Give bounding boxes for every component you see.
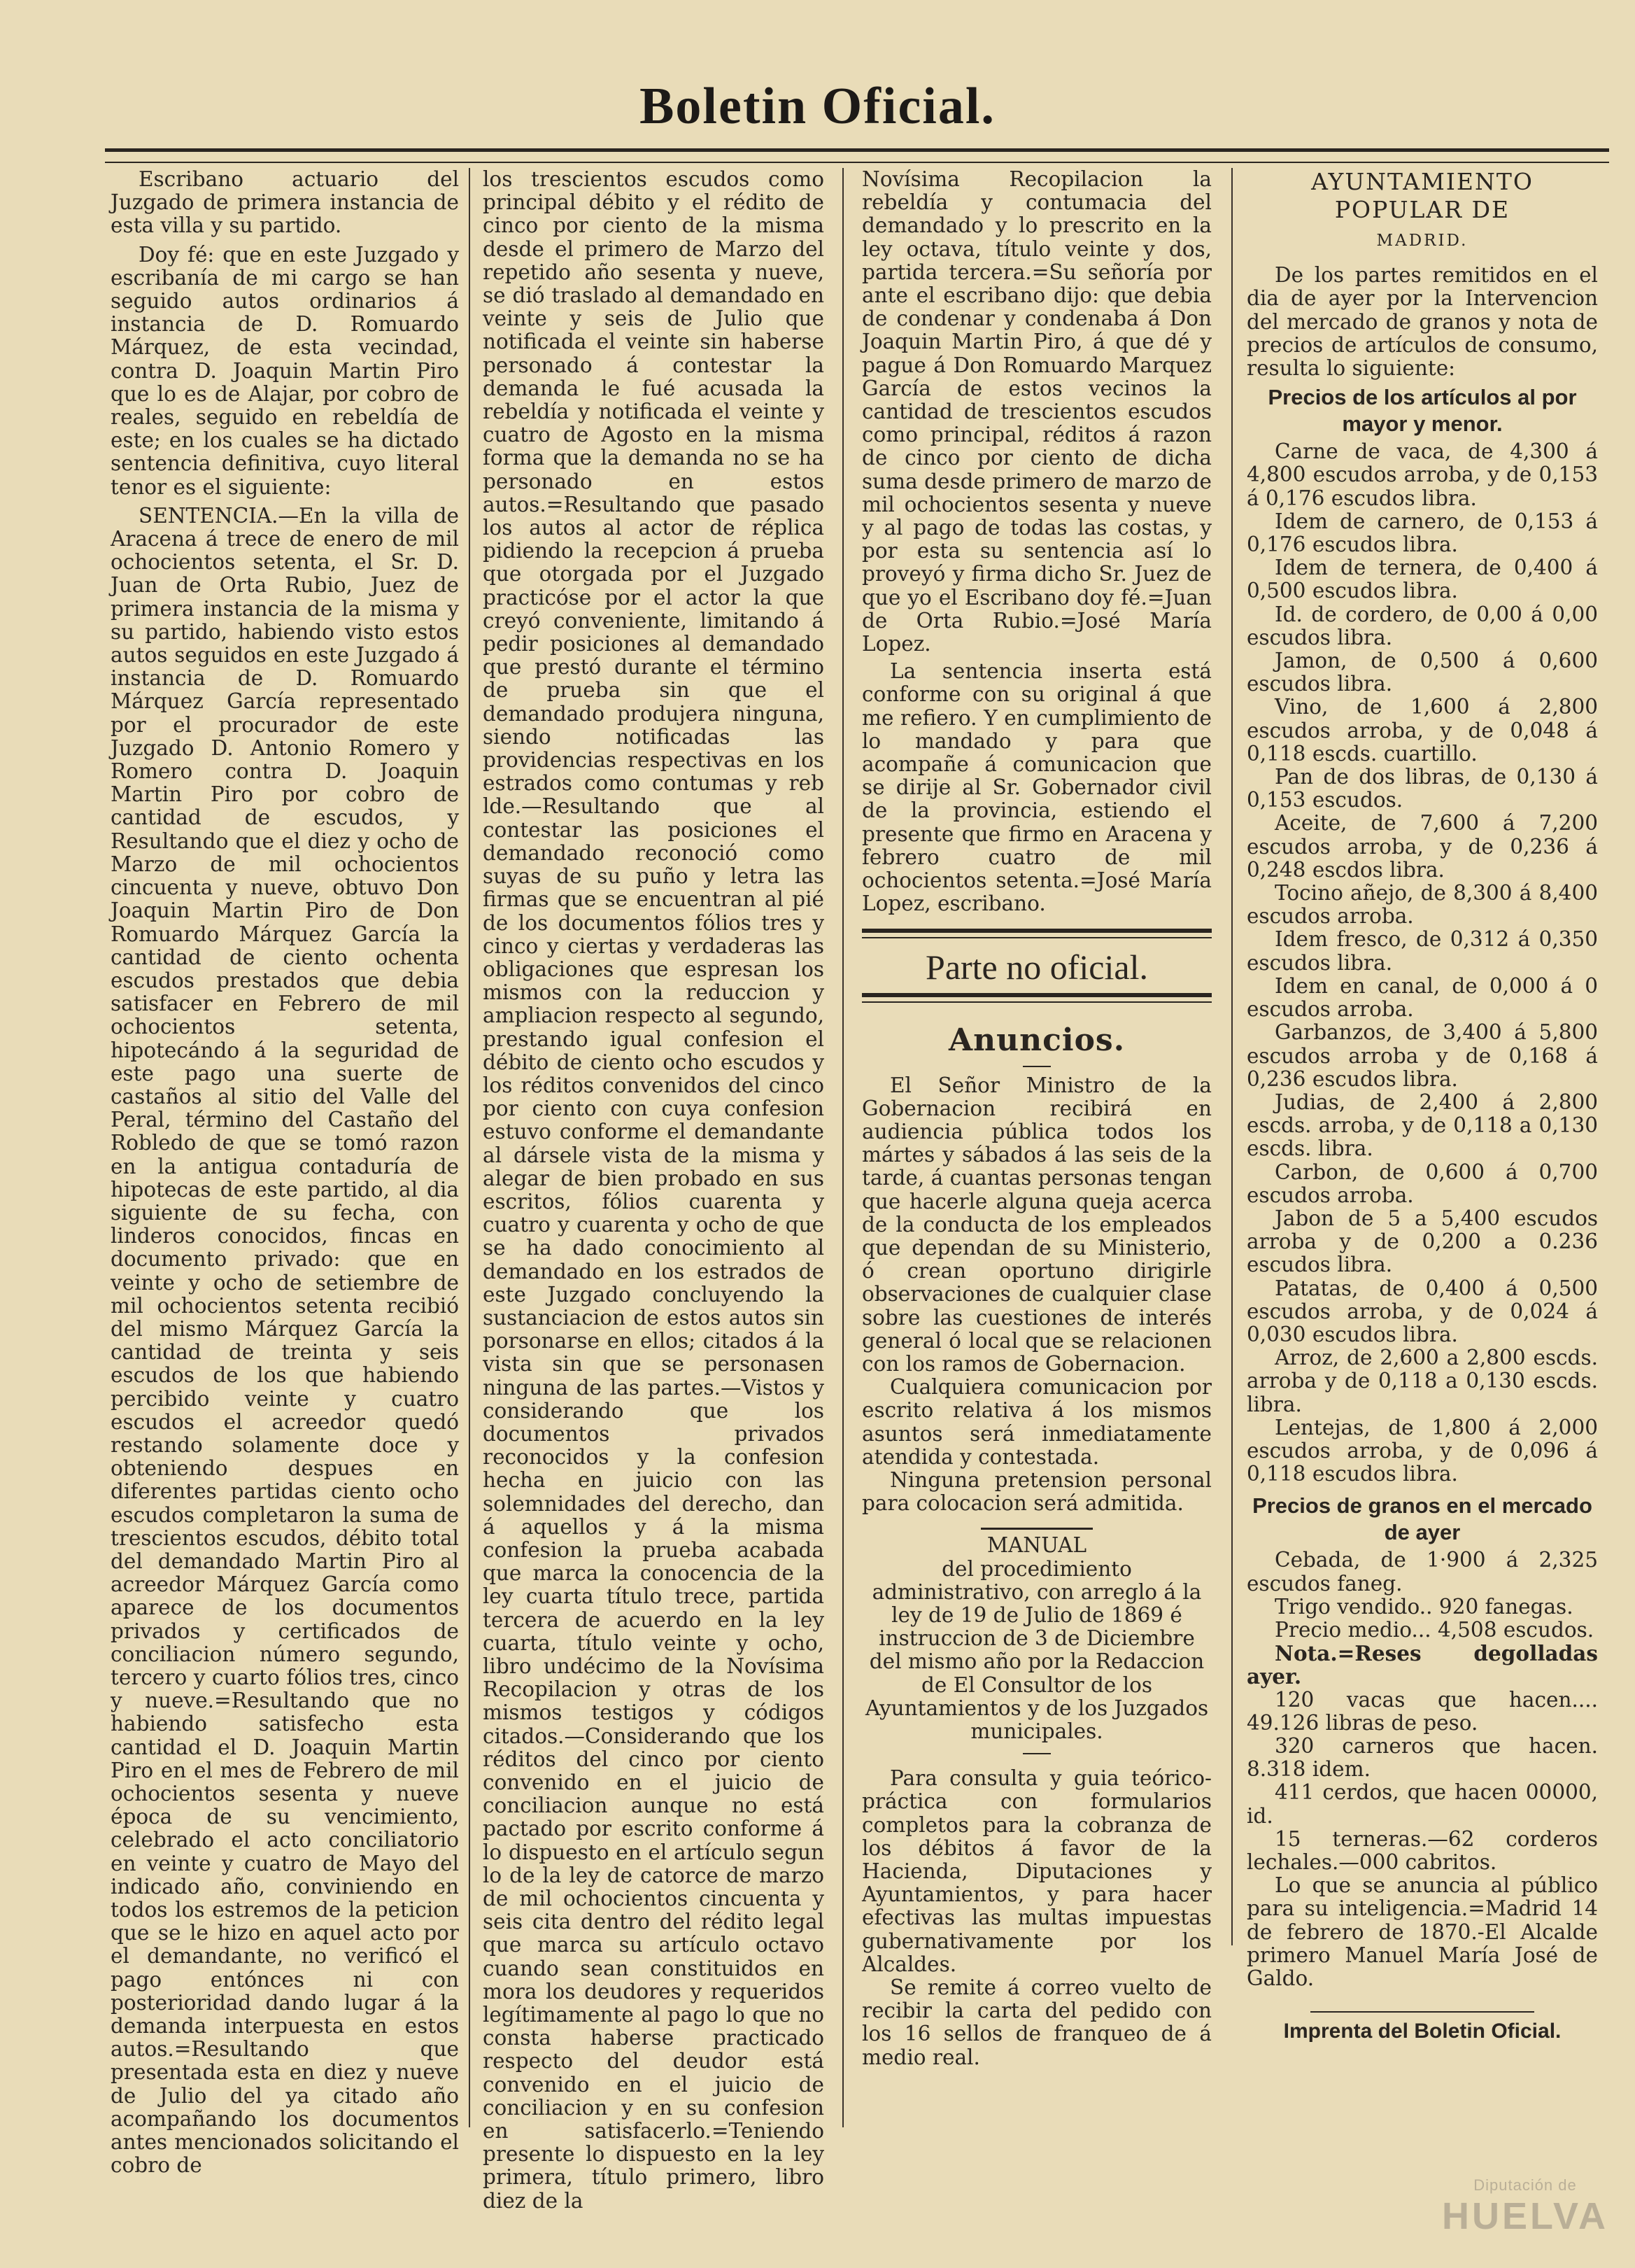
price-item: Idem fresco, de 0,312 á 0,350 escudos libra. <box>1247 927 1598 975</box>
anuncio-pretension: Ninguna pretension personal para colocacion será admitida. <box>862 1467 1212 1516</box>
price-item: Aceite, de 7,600 á 7,200 escudos arroba, y de 0,236 á 0,248 escdos libra. <box>1247 811 1598 882</box>
ayuntamiento-heading: AYUNTAMIENTO POPULAR DE <box>1311 168 1534 223</box>
separator-dash-2 <box>1023 1753 1051 1754</box>
section-rule-bottom <box>862 993 1212 1003</box>
anuncio-cierre: Lo que se anuncia al público para su inteligencia.=Madrid 14 de febrero de 1870.-El Alcalde primero Manuel María José de Galdo. <box>1247 1873 1598 1991</box>
col3-paragraph-1: Novísima Recopilacion la rebeldía y contumacia del demandado y lo prescrito en la ley octava, título veinte y dos, partida tercera.=Su señoría por ante el escribano dijo: que debia de condenar y condenaba á Don Joaquin Martin Piro, á que dé y pague á Don Romuardo Marquez García de estos vecinos la cantidad de trescientos escudos como principal, réditos á razon de cinco por ciento de dicha suma desde primero de marzo de mil ochocientos sesenta y nueve y al pago de todas las costas, y por esta su sentencia así lo proveyó y firma dicho Sr. Juez de que yo el Escribano doy fé.=Juan de Orta Rubio.=José María Lopez. <box>862 167 1212 656</box>
granos-precio-medio: Precio medio... 4,508 escudos. <box>1275 1617 1594 1642</box>
price-item: Vino, de 1,600 á 2,800 escudos arroba, y de 0,048 á 0,118 escds. cuartillo. <box>1247 695 1598 766</box>
price-item: Tocino añejo, de 8,300 á 8,400 escudos arroba. <box>1247 881 1598 929</box>
manual-description: del procedimiento administrativo, con arreglo á la ley de 19 de Julio de 1869 é instruccion de 3 de Diciembre del mismo año por la Redaccion de El Consultor de los Ayuntamientos y de los Juzgados municipales. <box>865 1556 1209 1743</box>
imprenta-footer: Imprenta del Boletin Oficial. <box>1283 2020 1562 2043</box>
reses-terneras: 15 terneras.—62 corderos lechales.—000 cabritos. <box>1247 1826 1598 1874</box>
col3-paragraph-2: La sentencia inserta está conforme con su original á que me refiero. Y en cumplimiento de lo mandado y para que acompañe á comunicacion que se dirije al Sr. Gobernador civil de la provincia, estiendo el presente que firmo en Aracena y febrero cuatro de mil ochocientos setenta.=José María Lopez, escribano. <box>862 659 1212 916</box>
masthead-rule <box>105 148 1609 163</box>
column-2 <box>483 168 824 2213</box>
imprenta-rule <box>1310 2011 1534 2013</box>
column-4 <box>1247 168 1598 2043</box>
watermark-line-2: HUELVA <box>1442 2195 1608 2237</box>
manual-remite: Se remite á correo vuelto de recibir la carta del pedido con los 16 sellos de franqueo de á medio real. <box>862 1975 1212 2069</box>
manual-guia: Para consulta y guia teórico-práctica con formularios completos para la cobranza de los débitos á favor de la Hacienda, Diputaciones y Ayuntamientos, y para hacer efectivas las multas impuestas gubernativamente por los Alcaldes. <box>862 1766 1212 1976</box>
granos-trigo: Trigo vendido.. 920 fanegas. <box>1275 1594 1573 1619</box>
parte-no-oficial-heading: Parte no oficial. <box>926 947 1148 987</box>
price-item: Carne de vaca, de 4,300 á 4,800 escudos arroba, y de 0,153 á 0,176 escudos libra. <box>1247 439 1598 510</box>
price-item: Patatas, de 0,400 á 0,500 escudos arroba, y de 0,024 á 0,030 escudos libra. <box>1247 1276 1598 1346</box>
price-item: Idem de carnero, de 0,153 á 0,176 escudos libra. <box>1247 509 1598 557</box>
separator-dash <box>1023 1066 1051 1067</box>
price-item: Judias, de 2,400 á 2,800 escds. arroba, y de 0,118 a 0,130 escds. libra. <box>1247 1090 1598 1161</box>
col1-sentencia: SENTENCIA.—En la villa de Aracena á trece de enero de mil ochocientos setenta, el Sr. D. Juan de Orta Rubio, Juez de primera instancia de la misma y su partido, habiendo visto estos autos seguidos en este Juzgado á instancia de D. Romuardo Márquez García representado por el procurador de este Juzgado D. Antonio Romero y Romero contra D. Joaquin Martin Piro por cobro de cantidad de escudos, y Resultando que el diez y ocho de Marzo de mil ochocientos cincuenta y nueve, obtuvo Don Joaquin Martin Piro de Don Romuardo Márquez García la cantidad de ciento ochenta escudos prestados que debia satisfacer en Febrero de mil ochocientos setenta, hipotecándo á la seguridad de este pago una suerte de castaños al sitio del Valle del Peral, término del Castaño del Robledo de que se tomó razon en la antigua contaduría de hipotecas de este partido, al dia siguiente de su fecha, con linderos conocidos, fincas en documento privado: que en veinte y ocho de setiembre de mil ochocientos setenta recibió del mismo Márquez García la cantidad de treinta y seis escudos de los que habiendo percibido veinte y cuatro escudos el acreedor quedó restando solamente doce y obteniendo despues en diferentes partidas ciento ocho escudos completaron la suma de trescientos escudos, débito total del demandado Martin Piro al acreedor Márquez García como aparece de los documentos privados y certificados de conciliacion número segundo, tercero y cuarto fólios tres, cinco y nueve.=Resultando que no habiendo satisfecho esta cantidad el D. Joaquin Martin Piro en el mes de Febrero de mil ochocientos sesenta y nueve época de su vencimiento, celebrado el acto conciliatorio en veinte y cuatro de Mayo del indicado año, conviniendo en todos los estremos de la peticion que se le hizo en aquel acto por el demandante, no verificó el pago entónces ni con posterioridad dando lugar á la demanda interpuesta en estos autos.=Resultando que presentada esta en diez y nueve de Julio del ya citado año acompañando los documentos antes mencionados solicitando el cobro de <box>111 503 459 2178</box>
col2-paragraph-1: los trescientos escudos como principal débito y el rédito de cinco por ciento de la misma desde el primero de Marzo del repetido año sesenta y nueve, se dió traslado al demandado en veinte y seis de Julio que notificada el veinte sin haberse personado á contestar la demanda le fué acusada la rebeldía y notificada el veinte y cuatro de Agosto en la misma forma que la demanda no se ha personado en estos autos.=Resultando que pasado los autos al actor de réplica pidiendo la recepcion á prueba que otorgada por el Juzgado practicóse por el actor la que creyó conveniente, limitando á pedir posiciones al demandado que prestó durante el término de prueba sin que el demandado produjera ninguna, siendo notificadas las providencias respectivas en los estrados como contumas y reb lde.—Resultando que al contestar las posiciones el demandado reconoció como suyas de su puño y letra las firmas que se encuentran al pié de los documentos fólios tres y cinco y ciertas y verdaderas las obligaciones que espresan los mismos con la reduccion y ampliacion respecto al segundo, prestando igual confesion el débito de ciento ocho escudos y los réditos convenidos del cinco por ciento con cuya confesion estuvo conforme el demandante al dársele vista de la misma y alegar de bien probado en sus escritos, fólios cuarenta y cuatro y cuarenta y ocho de que se ha dado conocimiento al demandado en los estrados de este Juzgado concluyendo la sustanciacion de estos autos sin porsonarse en ellos; citados á la vista sin que se personasen ninguna de las partes.—Vistos y considerando que los documentos privados reconocidos y la confesion hecha en juicio con las solemnidades del derecho, dan á aquellos y á la misma confesion la prueba acabada que marca la conocencia de la ley cuarta título trece, partida tercera de acuerdo en la ley cuarta, título veinte y ocho, libro undécimo de la Novísima Recopilacion y otras de los mismos testigos y códigos citados.—Considerando que los réditos del cinco por ciento convenido en el juicio de conciliacion aunque no está pactado por escrito conforme á lo dispuesto en el artículo segun lo de la ley de catorce de marzo de mil ochocientos cincuenta y seis cita dentro del rédito legal que marca su artículo octavo cuando sean constituidos en mora los deudores y requeridos legítimamente al pago lo que no consta haberse practicado respecto del deudor está convenido en el juicio de conciliacion y en su confesion en satisfacerlo.=Teniendo presente lo dispuesto en la ley primera, título primero, libro diez de la <box>483 167 824 2213</box>
section-rule <box>862 929 1212 938</box>
column-1 <box>111 168 459 2177</box>
manual-heading: MANUAL <box>986 1533 1087 1558</box>
anuncios-heading: Anuncios. <box>948 1022 1126 1058</box>
reses-carneros: 320 carneros que hacen. 8.318 idem. <box>1247 1733 1598 1782</box>
archive-watermark <box>1427 2176 1623 2238</box>
price-item: Pan de dos libras, de 0,130 á 0,153 escudos. <box>1247 765 1598 812</box>
column-divider-2 <box>842 168 844 2127</box>
anuncio-comunicacion: Cualquiera comunicacion por escrito relativa á los mismos asuntos será inmediatamente atendida y contestada. <box>862 1375 1212 1469</box>
nota-reses: Nota.=Reses degolladas ayer. <box>1247 1641 1598 1689</box>
col1-paragraph-2: Doy fé: que en este Juzgado y escribanía de mi cargo se han seguido autos ordinarios á instancia de D. Romuardo Márquez, de esta vecindad, contra D. Joaquin Martin Piro que lo es de Alajar, por cobro de reales, seguido en rebeldía de este; en los cuales se ha dictado sentencia definitiva, cuyo literal tenor es el siguiente: <box>111 242 459 499</box>
masthead-title: Boletin Oficial. <box>639 78 996 135</box>
price-item: Carbon, de 0,600 á 0,700 escudos arroba. <box>1247 1160 1598 1207</box>
column-3 <box>862 168 1212 2069</box>
granos-cebada: Cebada, de 1·900 á 2,325 escudos faneg. <box>1247 1548 1598 1596</box>
manual-rule <box>981 1528 1093 1530</box>
anuncio-ministro: El Señor Ministro de la Gobernacion recibirá en audiencia pública todos los mártes y sábados á las seis de la tarde, á cuantas personas tengan que hacerle alguna queja acerca de la conducta de los empleados que dependan de su Ministerio, ó crean oportuno dirigirle observaciones de cualquier clase sobre las cuestiones de interés general ó local que se relacionen con los ramos de Gobernacion. <box>862 1073 1212 1376</box>
reses-vacas: 120 vacas que hacen.... 49.126 libras de peso. <box>1247 1687 1598 1735</box>
price-item: Arroz, de 2,600 a 2,800 escds. arroba y de 0,118 a 0,130 escds. libra. <box>1247 1346 1598 1416</box>
price-item: Lentejas, de 1,800 á 2,000 escudos arroba, y de 0,096 á 0,118 escudos libra. <box>1247 1415 1598 1486</box>
column-divider-1 <box>469 168 470 2127</box>
price-item: Idem en canal, de 0,000 á 0 escudos arroba. <box>1247 973 1598 1022</box>
price-item: Idem de ternera, de 0,400 á 0,500 escudos libra. <box>1247 556 1598 603</box>
price-item: Jabon de 5 a 5,400 escudos arroba y de 0,200 a 0.236 escudos libra. <box>1247 1206 1598 1277</box>
madrid-heading: MADRID. <box>1376 232 1468 250</box>
price-item: Id. de cordero, de 0,00 á 0,00 escudos libra. <box>1247 602 1598 649</box>
watermark-line-1: Diputación de <box>1473 2176 1577 2194</box>
price-item: Jamon, de 0,500 á 0,600 escudos libra. <box>1247 649 1598 696</box>
reses-cerdos: 411 cerdos, que hacen 00000, id. <box>1247 1780 1598 1828</box>
precios-granos-heading: Precios de granos en el mercado de ayer <box>1252 1493 1592 1545</box>
precios-articulos-heading: Precios de los artículos al por mayor y menor. <box>1268 385 1577 437</box>
price-item: Garbanzos, de 3,400 á 5,800 escudos arroba y de 0,168 á 0,236 escudos libra. <box>1247 1020 1598 1091</box>
column-divider-3 <box>1231 168 1233 1945</box>
col1-paragraph-1: Escribano actuario del Juzgado de primera instancia de esta villa y su partido. <box>111 167 459 238</box>
precios-intro: De los partes remitidos en el dia de ayer por la Intervencion del mercado de granos y nota de precios de artículos de consumo, resulta lo siguiente: <box>1247 263 1598 381</box>
